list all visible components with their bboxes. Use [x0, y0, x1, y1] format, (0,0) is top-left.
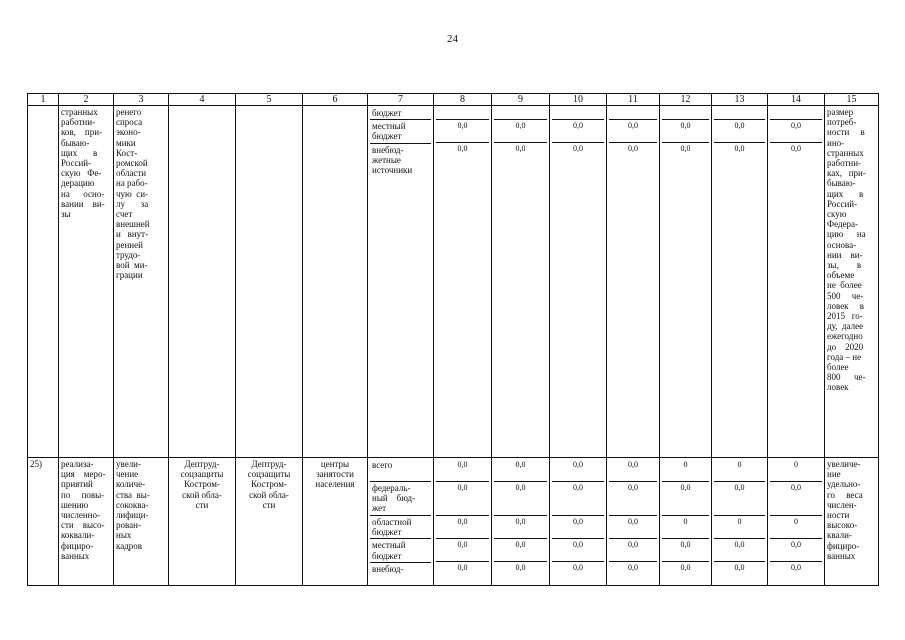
value-cell-col11	[607, 106, 660, 458]
value	[436, 107, 489, 120]
value-cell-col10	[550, 106, 607, 458]
header-cell: 7	[368, 94, 434, 106]
goal-cell: ренего спроса эконо- мики Кост- ромской области на рабо- чую си- лу за счет внешней и внут- ренней трудо- вой ми- грации	[114, 106, 169, 458]
value: 0,0	[609, 539, 657, 562]
value: 0,0	[515, 144, 526, 153]
value: 0,0	[552, 539, 604, 562]
funding-source-label: внебюд-	[372, 563, 404, 574]
value: 0,0	[770, 482, 822, 516]
value: 0,0	[552, 120, 604, 143]
value: 0,0	[609, 516, 657, 539]
coexecutor-cell	[236, 106, 303, 458]
value: 0	[714, 459, 765, 482]
value: 0,0	[457, 563, 468, 572]
value: 0,0	[515, 563, 526, 572]
header-cell: 10	[550, 94, 607, 106]
value: 0,0	[552, 482, 604, 516]
row-number-cell: 25)	[28, 458, 59, 586]
value: 0,0	[573, 144, 583, 153]
value: 0,0	[609, 482, 657, 516]
value: 0,0	[662, 482, 709, 516]
value: 0	[662, 516, 709, 539]
header-cell: 12	[660, 94, 712, 106]
header-cell: 6	[303, 94, 368, 106]
funding-source-label: местный бюджет	[370, 120, 431, 143]
goal-cell: увели- чение количе- ства вы- сококва- лифици- рован- ных кадров	[114, 458, 169, 586]
value-cell-col14	[768, 458, 825, 586]
value: 0,0	[457, 144, 468, 153]
value-cell-col11	[607, 458, 660, 586]
header-cell: 14	[768, 94, 825, 106]
result-cell: размер потреб- ности в ино- странных работни- ках, при- бываю- щих в Россий- скую Федера- цию на основа- нии ви- зы, в объеме не более 500 че- ловек в 2015 го- ду, далее ежегодно до 2020 года – не более 800 че- ловек	[825, 106, 879, 458]
value	[662, 107, 709, 120]
value-cell-col8	[434, 106, 492, 458]
value: 0,0	[628, 144, 638, 153]
value: 0,0	[436, 539, 489, 562]
value-cell-col12	[660, 106, 712, 458]
funding-source-label: бюджет	[370, 107, 431, 120]
coexecutor-cell: Дептруд- соцзащиты Костром- ской обла- сти	[236, 458, 303, 586]
value: 0,0	[628, 563, 638, 572]
value: 0,0	[436, 459, 489, 482]
activity-cell: реализа- ция меро- приятий по повы- шению численно- сти высо- коквали- фициро- ванных	[59, 458, 114, 586]
value: 0,0	[609, 459, 657, 482]
value: 0	[662, 459, 709, 482]
participant-cell: центры занятости населения	[303, 458, 368, 586]
participant-cell	[303, 106, 368, 458]
value: 0,0	[552, 459, 604, 482]
value-cell-col10	[550, 458, 607, 586]
value: 0,0	[552, 516, 604, 539]
header-cell: 11	[607, 94, 660, 106]
value: 0,0	[714, 120, 765, 143]
value: 0,0	[680, 144, 691, 153]
header-row	[28, 94, 879, 106]
value-cell-col13	[712, 458, 768, 586]
value-cell-col9	[492, 458, 550, 586]
value: 0,0	[734, 144, 745, 153]
value: 0,0	[494, 516, 547, 539]
funding-source-label: местный бюджет	[370, 539, 431, 562]
header-cell: 5	[236, 94, 303, 106]
value-cell-col12	[660, 458, 712, 586]
header-cell: 15	[825, 94, 879, 106]
header-cell: 13	[712, 94, 768, 106]
value	[609, 107, 657, 120]
header-cell: 2	[59, 94, 114, 106]
activity-cell: странных работни- ков, при- бываю- щих в Россий- скую Фе- дерацию на осно- вании ви- зы	[59, 106, 114, 458]
value	[714, 107, 765, 120]
value: 0,0	[662, 120, 709, 143]
value: 0,0	[770, 539, 822, 562]
header-cell: 3	[114, 94, 169, 106]
value: 0,0	[494, 120, 547, 143]
table-row	[28, 106, 879, 458]
value: 0,0	[436, 120, 489, 143]
header-cell: 9	[492, 94, 550, 106]
value-cell-col8	[434, 458, 492, 586]
row-number-cell	[28, 106, 59, 458]
value: 0	[770, 459, 822, 482]
value: 0	[770, 516, 822, 539]
value	[552, 107, 604, 120]
page-number: 24	[447, 33, 458, 45]
funding-source-label: всего	[370, 459, 431, 482]
value: 0,0	[770, 120, 822, 143]
funding-sources-cell	[368, 458, 434, 586]
responsible-cell	[169, 106, 236, 458]
header-cell: 8	[434, 94, 492, 106]
program-table	[27, 93, 879, 586]
funding-source-label: федераль- ный бюд- жет	[370, 482, 431, 516]
value: 0,0	[791, 563, 801, 572]
value: 0,0	[573, 563, 583, 572]
value: 0,0	[609, 120, 657, 143]
value: 0,0	[494, 459, 547, 482]
header-cell: 4	[169, 94, 236, 106]
value-cell-col14	[768, 106, 825, 458]
value: 0,0	[791, 144, 801, 153]
value: 0,0	[494, 539, 547, 562]
funding-source-label: внебюд- жетные источники	[372, 144, 413, 176]
value	[770, 107, 822, 120]
value: 0,0	[714, 539, 765, 562]
value: 0,0	[714, 482, 765, 516]
value: 0,0	[680, 563, 691, 572]
value: 0,0	[662, 539, 709, 562]
header-cell: 1	[28, 94, 59, 106]
value	[494, 107, 547, 120]
result-cell: увеличе- ние удельно- го веса числен- ности высоко- квали- фициро- ванных	[825, 458, 879, 586]
table-row	[28, 458, 879, 586]
responsible-cell: Дептруд- соцзащиты Костром- ской обла- сти	[169, 458, 236, 586]
value: 0,0	[494, 482, 547, 516]
funding-source-label: областной бюджет	[370, 516, 431, 539]
value: 0,0	[734, 563, 745, 572]
value: 0,0	[436, 516, 489, 539]
value: 0,0	[436, 482, 489, 516]
funding-sources-cell	[368, 106, 434, 458]
value-cell-col13	[712, 106, 768, 458]
value-cell-col9	[492, 106, 550, 458]
value: 0	[714, 516, 765, 539]
